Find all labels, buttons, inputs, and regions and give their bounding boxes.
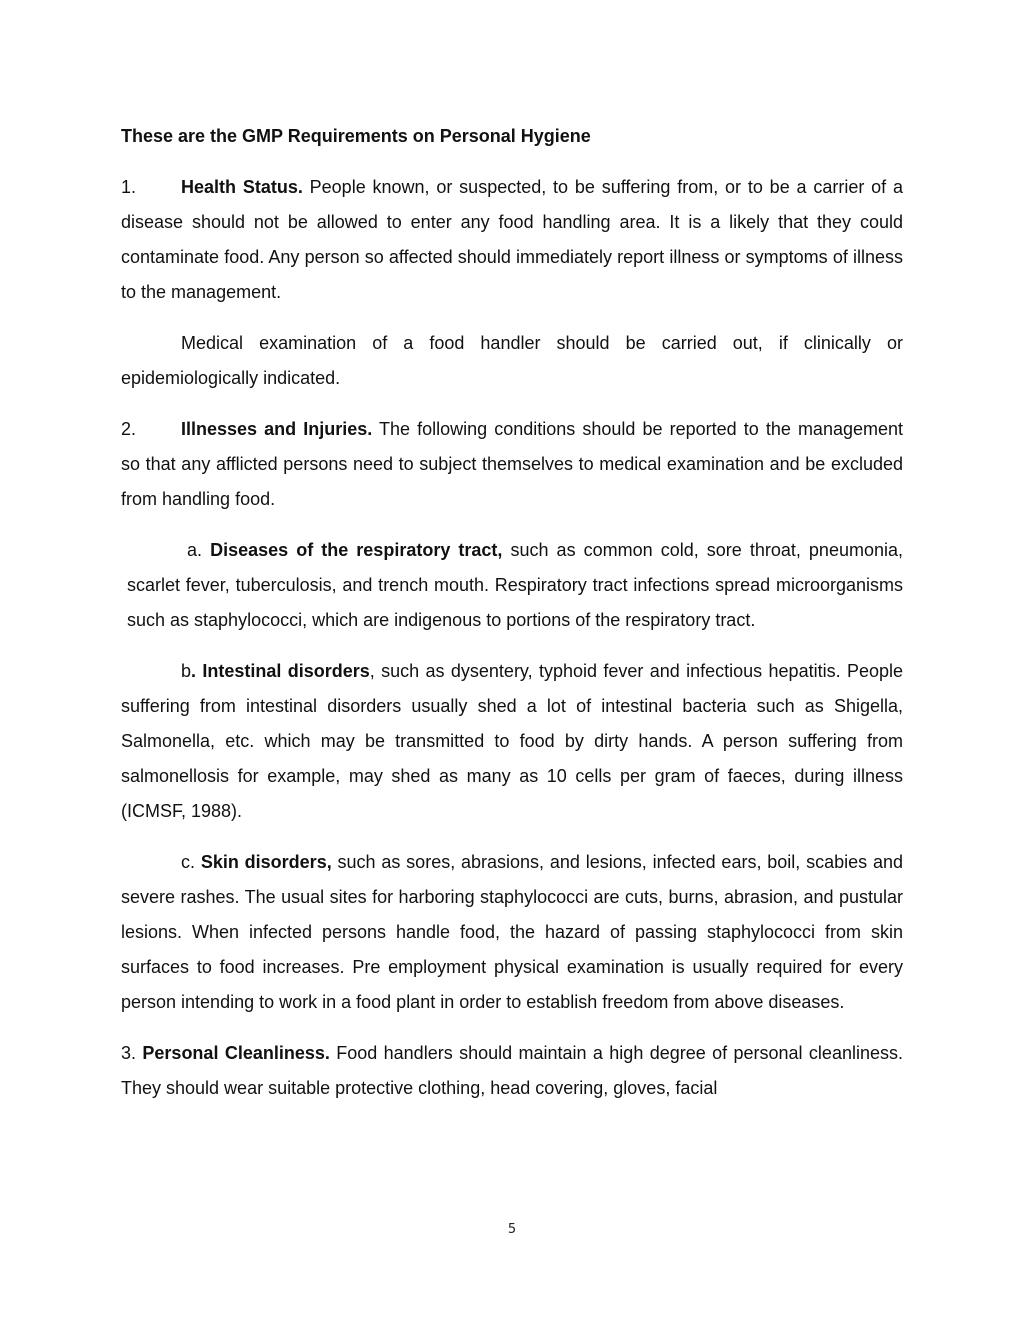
section-health-status (121, 170, 903, 310)
section-number: 2. (121, 419, 137, 439)
section-text: People known, or suspected, to be suffering from, or to be a carrier of a disease should not be allowed to enter any food handling area. It is a likely that they could contaminate food. Any person so affected should immediately report illness or symptoms of illness to the management. (121, 177, 903, 302)
section-number: 1. (121, 177, 137, 197)
section-number: 3. (121, 1043, 137, 1063)
subsection-text: such as sores, abrasions, and lesions, infected ears, boil, scabies and severe rashes. The usual sites for harboring staphylococci are cuts, burns, abrasion, and pustular lesions. When infected persons handle food, the hazard of passing staphylococci from skin surfaces to food increases. Pre employment physical examination is usually required for every person intending to work in a food plant in order to establish freedom from above diseases. (121, 852, 903, 1012)
subsection-skin (121, 845, 903, 1020)
subsection-text: , such as dysentery, typhoid fever and infectious hepatitis. People suffering from intestinal disorders usually shed a lot of intestinal bacteria such as Shigella, Salmonella, etc. which may be transmitted to food by dirty hands. A person suffering from salmonellosis for example, may shed as many as 10 cells per gram of faeces, during illness (ICMSF, 1988). (121, 661, 903, 821)
section-illnesses-injuries (121, 412, 903, 517)
document-page (121, 119, 903, 1122)
section-heading: Health Status. (181, 177, 303, 197)
subsection-heading: . Intestinal disorders (191, 661, 370, 681)
subsection-respiratory (121, 533, 903, 638)
section-personal-cleanliness (121, 1036, 903, 1106)
subsection-heading: Skin disorders, (200, 852, 332, 872)
section-text: The following conditions should be reported to the management so that any afflicted persons need to subject themselves to medical examination and be excluded from handling food. (121, 419, 904, 509)
page-number: 5 (507, 1222, 517, 1237)
section-heading: Personal Cleanliness. (142, 1043, 330, 1063)
subsection-marker: b (181, 661, 192, 681)
subsection-intestinal (121, 654, 903, 829)
subsection-marker: a. (187, 540, 203, 560)
subsection-heading: Diseases of the respiratory tract, (210, 540, 503, 560)
section-heading: Illnesses and Injuries. (181, 419, 373, 439)
document-title: These are the GMP Requirements on Personal Hygiene (121, 126, 591, 146)
subsection-text: such as common cold, sore throat, pneumonia, scarlet fever, tuberculosis, and trench mouth. Respiratory tract infections spread microorganisms such as staphylococci, which are indigenous to portions of the respiratory tract. (127, 540, 903, 630)
subsection-marker: c. (181, 852, 196, 872)
section-text: Food handlers should maintain a high degree of personal cleanliness. They should wear suitable protective clothing, head covering, gloves, facial (121, 1043, 903, 1098)
paragraph-medical-examination: Medical examination of a food handler should be carried out, if clinically or epidemiologically indicated. (121, 333, 903, 388)
